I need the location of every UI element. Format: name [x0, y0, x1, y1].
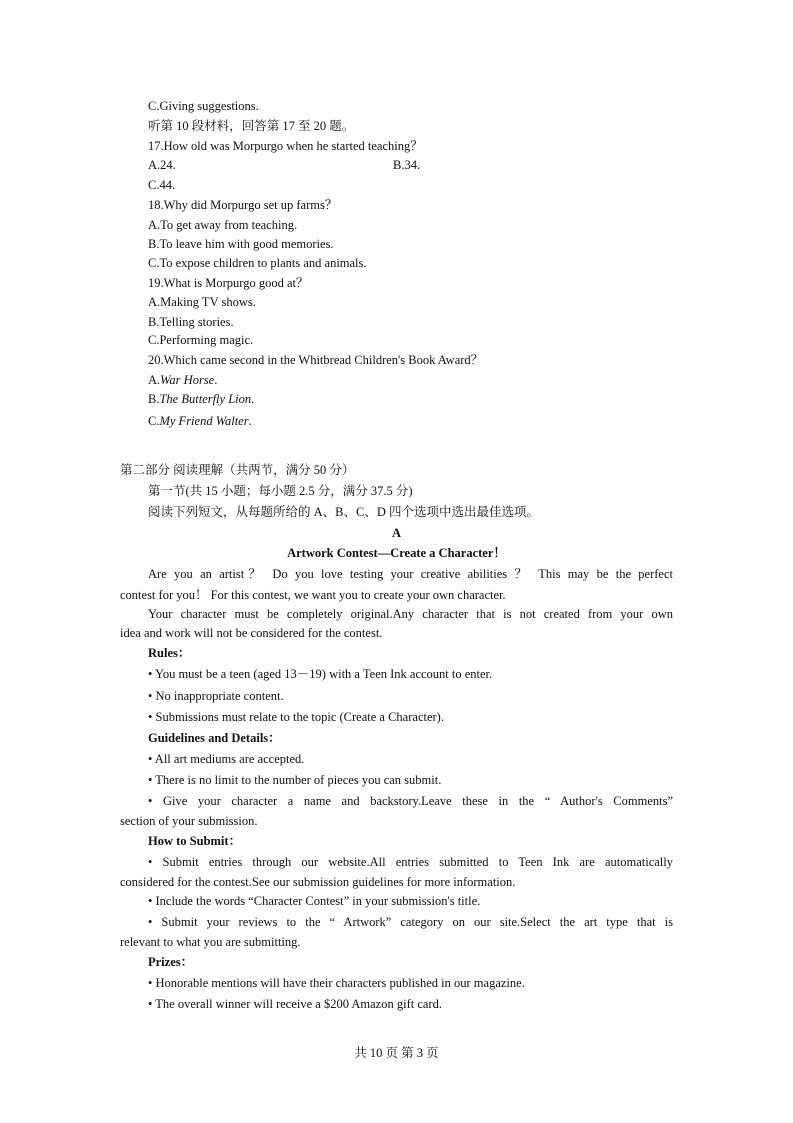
- q20-a-suffix: .: [214, 373, 218, 387]
- paragraph-1-line-1: Are you an artist？ Do you love testing your creative abilities ？ This may be the perfect: [148, 567, 673, 581]
- q20-option-b: [148, 390, 254, 408]
- section-one-title: 第一节(共 15 小题；每小题 2.5 分，满分 37.5 分): [148, 484, 413, 498]
- rule-item: • You must be a teen (aged 13－19) with a Teen Ink account to enter.: [148, 667, 493, 681]
- submit-item-1-line-1: • Submit entries through our website.All entries submitted to Teen Ink are automatically: [148, 855, 673, 869]
- guideline-item-3-line-1: • Give your character a name and backstory.Leave these in the “ Author's Comments”: [148, 794, 673, 808]
- q17-stem: 17.How old was Morpurgo when he started teaching？: [148, 139, 423, 153]
- q20-b-suffix: .: [251, 392, 255, 406]
- q20-option-a: [148, 371, 217, 389]
- q19-option-a: A.Making TV shows.: [148, 295, 256, 309]
- rule-item: • No inappropriate content.: [148, 689, 284, 703]
- q20-stem: 20.Which came second in the Whitbread Children's Book Award？: [148, 353, 484, 367]
- guideline-item: • All art mediums are accepted.: [148, 752, 305, 766]
- paragraph-1-line-2: contest for you！ For this contest, we want you to create your own character.: [120, 588, 506, 602]
- q17-option-c: C.44.: [148, 178, 176, 192]
- section10-instruction: 听第 10 段材料，回答第 17 至 20 题。: [148, 119, 355, 133]
- prize-item: • Honorable mentions will have their characters published in our magazine.: [148, 976, 525, 990]
- rule-item: • Submissions must relate to the topic (Create a Character).: [148, 710, 444, 724]
- rules-heading: Rules：: [148, 646, 191, 660]
- q20-option-c: [148, 412, 252, 430]
- part-two-title: 第二部分 阅读理解（共两节，满分 50 分）: [120, 463, 355, 477]
- submit-item-3-line-2: relevant to what you are submitting.: [120, 935, 301, 949]
- submit-item-2: • Include the words “Character Contest” in your submission's title.: [148, 894, 481, 908]
- submit-item-1-line-2: considered for the contest.See our submission guidelines for more information.: [120, 875, 516, 889]
- guideline-item-3-line-2: section of your submission.: [120, 814, 258, 828]
- paragraph-2-line-2: idea and work will not be considered for the contest.: [120, 626, 383, 640]
- q18-option-b: B.To leave him with good memories.: [148, 237, 334, 251]
- q20-b-title: The Butterfly Lion: [159, 392, 252, 406]
- q17-option-a: A.24.: [148, 158, 176, 172]
- q20-a-prefix: A.: [148, 373, 161, 387]
- q17-options-row: [148, 156, 176, 174]
- q18-option-a: A.To get away from teaching.: [148, 218, 298, 232]
- how-to-submit-heading: How to Submit：: [148, 834, 242, 848]
- guidelines-heading: Guidelines and Details：: [148, 731, 281, 745]
- prizes-heading: Prizes：: [148, 955, 194, 969]
- q16-option-c: C.Giving suggestions.: [148, 99, 259, 113]
- page-footer: 共 10 页 第 3 页: [354, 1046, 439, 1060]
- q20-b-prefix: B.: [148, 392, 160, 406]
- q18-stem: 18.Why did Morpurgo set up farms？: [148, 198, 338, 212]
- q17-option-b: B.34.: [393, 158, 421, 172]
- q20-c-prefix: C.: [148, 414, 160, 428]
- q18-option-c: C.To expose children to plants and animals.: [148, 256, 367, 270]
- q20-c-suffix: .: [248, 414, 252, 428]
- passage-label: A: [391, 526, 402, 540]
- q20-c-title: My Friend Walter: [159, 414, 249, 428]
- passage-title: Artwork Contest—Create a Character！: [287, 546, 506, 560]
- q19-stem: 19.What is Morpurgo good at？: [148, 276, 309, 290]
- reading-instruction: 阅读下列短文，从每题所给的 A、B、C、D 四个选项中选出最佳选项。: [148, 505, 539, 519]
- prize-item: • The overall winner will receive a $200 Amazon gift card.: [148, 997, 442, 1011]
- paragraph-2-line-1: Your character must be completely original.Any character that is not created from your own: [148, 607, 673, 621]
- guideline-item: • There is no limit to the number of pieces you can submit.: [148, 773, 442, 787]
- q19-option-c: C.Performing magic.: [148, 333, 254, 347]
- q19-option-b: B.Telling stories.: [148, 315, 234, 329]
- q20-a-title: War Horse: [160, 373, 215, 387]
- submit-item-3-line-1: • Submit your reviews to the “ Artwork” category on our site.Select the art type that is: [148, 915, 673, 929]
